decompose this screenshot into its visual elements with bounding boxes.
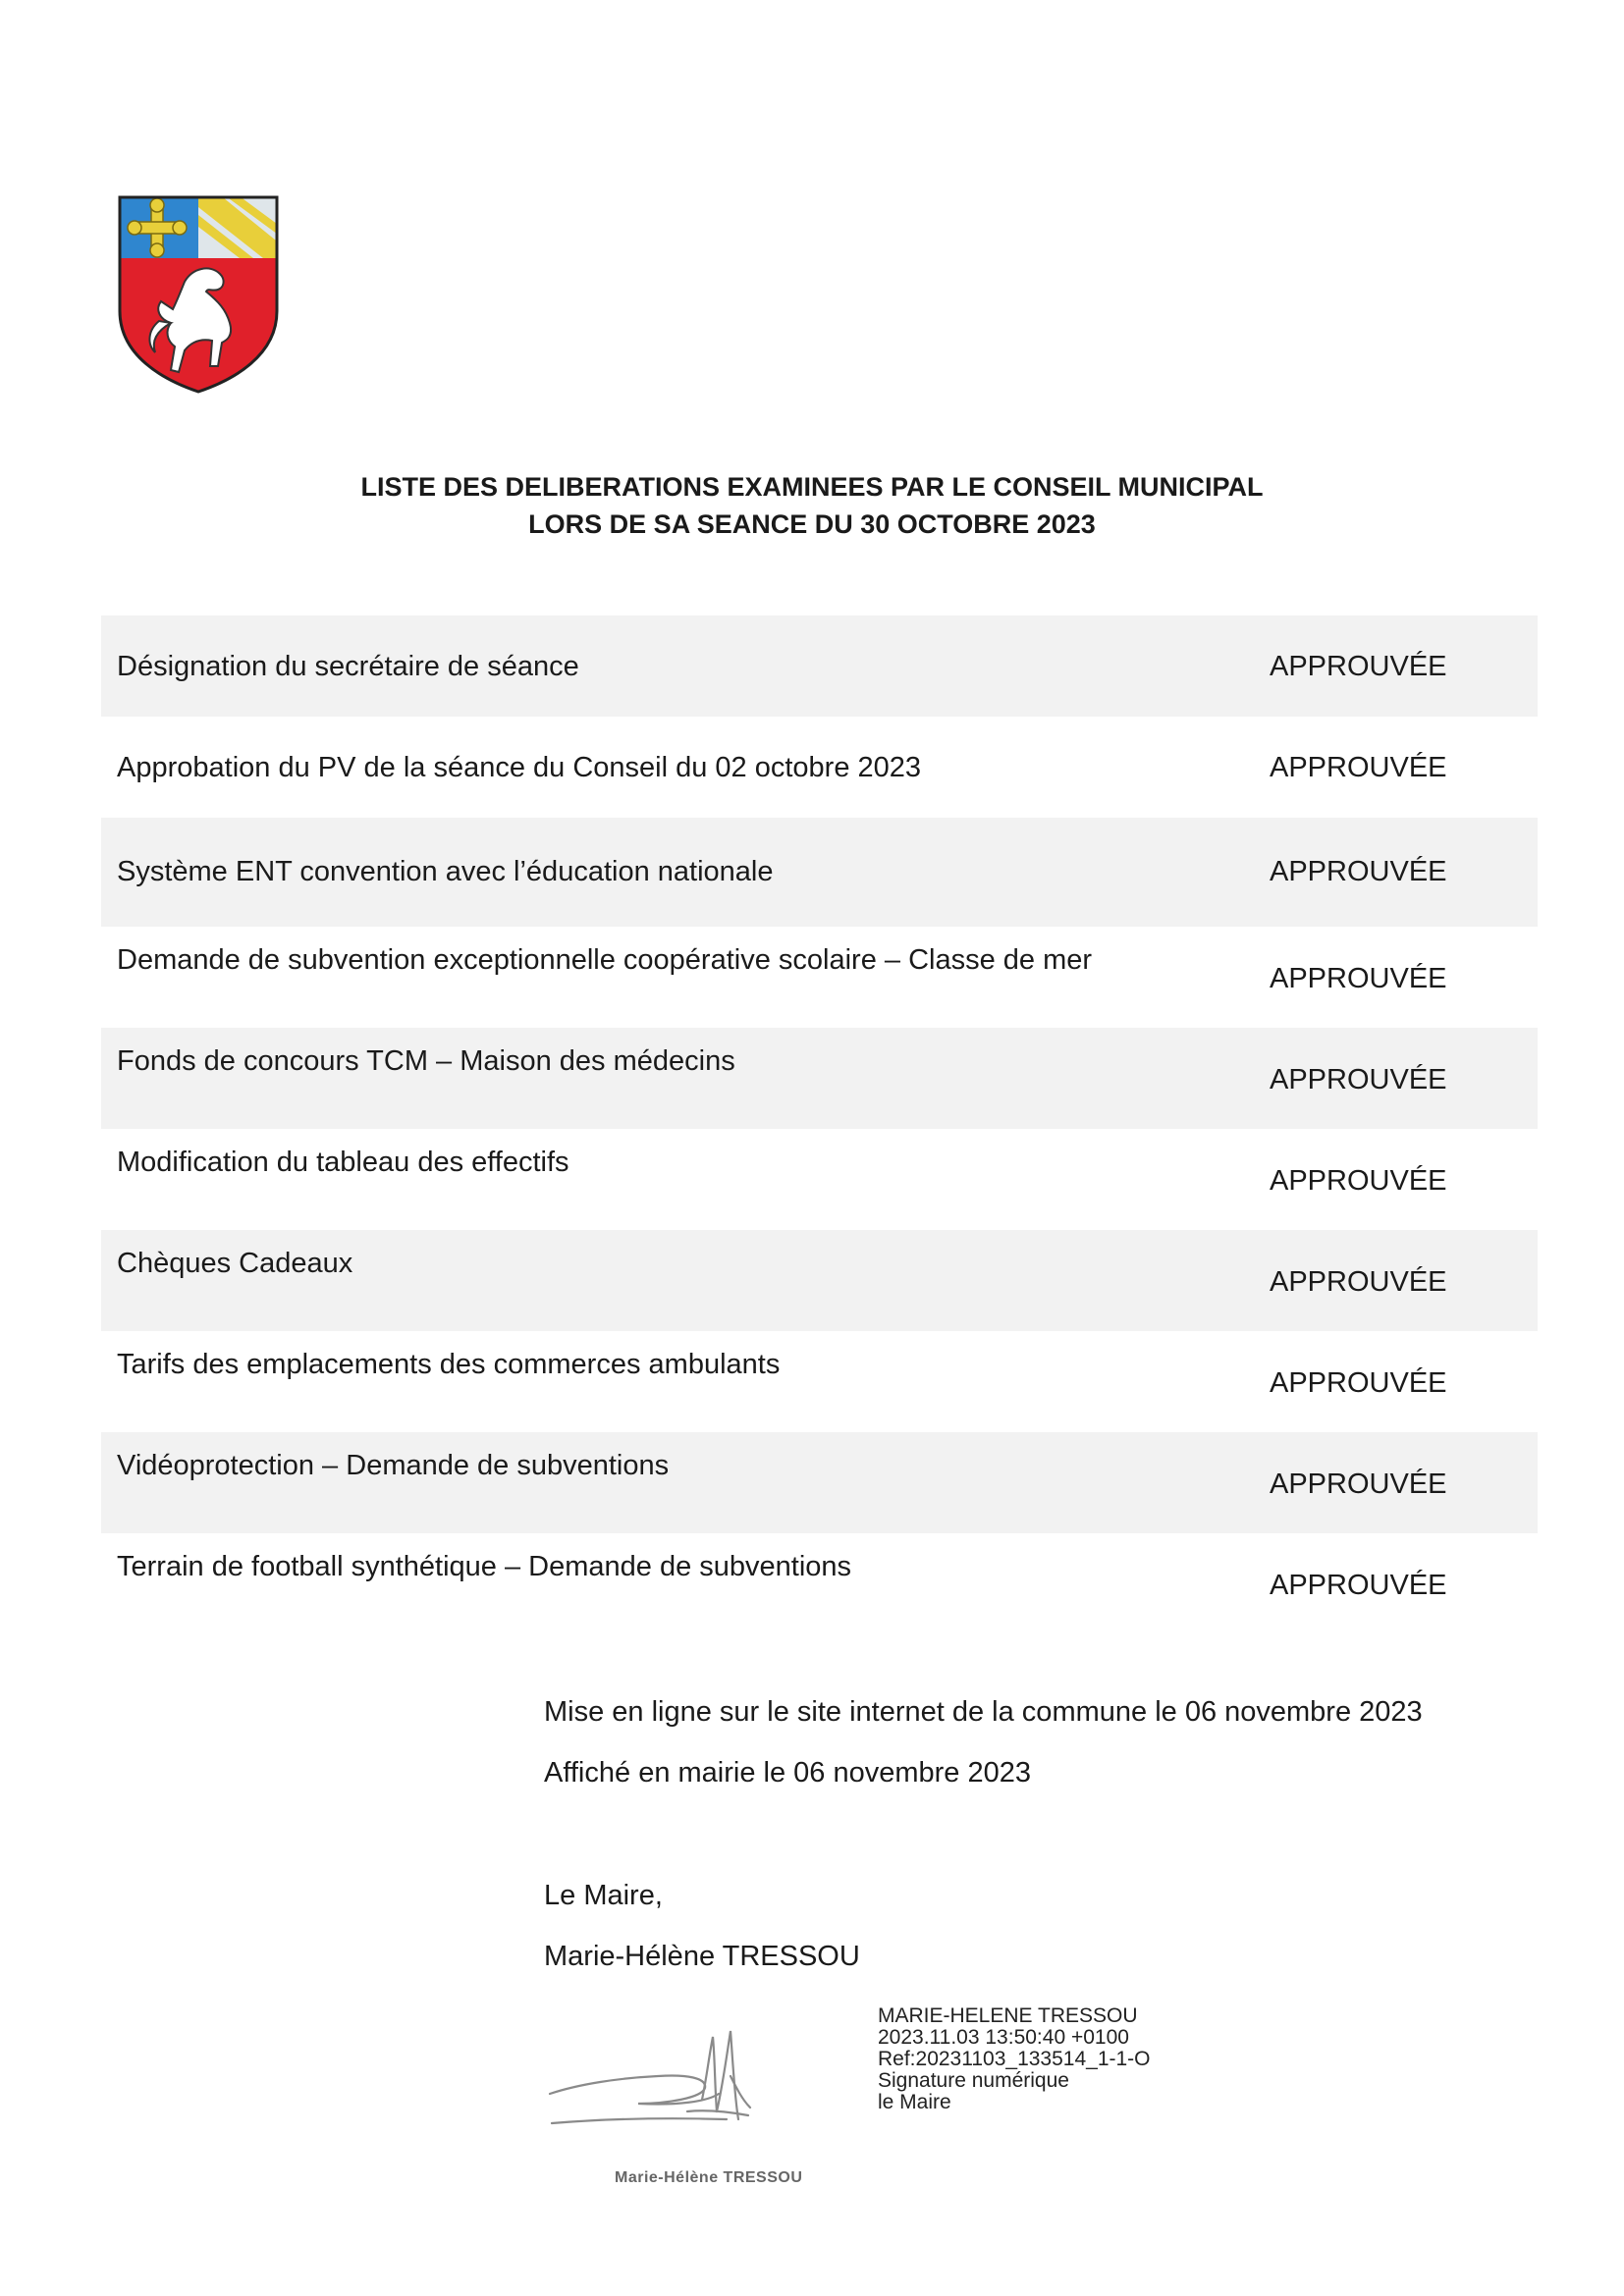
table-row [101, 927, 1538, 1028]
table-row [101, 1028, 1538, 1129]
signatory-role: Le Maire, [544, 1880, 663, 1911]
deliberation-status: APPROUVÉE [1270, 1570, 1447, 1601]
table-row [101, 615, 1538, 717]
deliberation-label: Vidéoprotection – Demande de subventions [117, 1450, 670, 1481]
deliberation-label: Système ENT convention avec l’éducation nationale [117, 856, 774, 887]
handwritten-signature [540, 2017, 835, 2145]
deliberation-label: Approbation du PV de la séance du Conseil du 02 octobre 2023 [117, 752, 922, 783]
digital-signature-reference: Ref:20231103_133514_1-1-O [878, 2048, 1151, 2070]
table-row [101, 1230, 1538, 1331]
deliberation-status: APPROUVÉE [1270, 651, 1447, 682]
deliberation-label: Tarifs des emplacements des commerces ambulants [117, 1349, 781, 1380]
deliberation-label: Terrain de football synthétique – Demande de subventions [117, 1551, 852, 1582]
deliberation-status: APPROUVÉE [1270, 1367, 1447, 1399]
title-line-2: LORS DE SA SEANCE DU 30 OCTOBRE 2023 [528, 509, 1096, 539]
publication-online-note: Mise en ligne sur le site internet de la commune le 06 novembre 2023 [544, 1696, 1423, 1728]
deliberation-label: Chèques Cadeaux [117, 1248, 353, 1279]
deliberation-status: APPROUVÉE [1270, 856, 1447, 887]
deliberation-label: Désignation du secrétaire de séance [117, 651, 579, 682]
table-row [101, 1331, 1538, 1432]
deliberation-status: APPROUVÉE [1270, 1468, 1447, 1500]
digital-signature-timestamp: 2023.11.03 13:50:40 +0100 [878, 2026, 1129, 2049]
publication-posted-note: Affiché en mairie le 06 novembre 2023 [544, 1757, 1031, 1789]
deliberations-table [101, 615, 1538, 1634]
table-row [101, 1129, 1538, 1230]
digital-signature-signer: MARIE-HELENE TRESSOU [878, 2004, 1138, 2027]
deliberation-status: APPROUVÉE [1270, 963, 1447, 994]
deliberation-label: Modification du tableau des effectifs [117, 1147, 569, 1178]
digital-signature-role: le Maire [878, 2091, 951, 2113]
digital-signature-block [878, 2005, 1151, 2113]
table-row [101, 1432, 1538, 1533]
deliberation-status: APPROUVÉE [1270, 1266, 1447, 1298]
table-row [101, 818, 1538, 927]
table-row [101, 717, 1538, 818]
title-line-1: LISTE DES DELIBERATIONS EXAMINEES PAR LE CONSEIL MUNICIPAL [360, 472, 1264, 502]
deliberation-status: APPROUVÉE [1270, 1165, 1447, 1197]
handwritten-signature-caption: Marie-Hélène TRESSOU [615, 2169, 803, 2186]
deliberation-status: APPROUVÉE [1270, 1064, 1447, 1095]
signatory-name: Marie-Hélène TRESSOU [544, 1941, 860, 1972]
digital-signature-type: Signature numérique [878, 2069, 1069, 2092]
deliberation-label: Fonds de concours TCM – Maison des médecins [117, 1045, 735, 1077]
table-row [101, 1533, 1538, 1634]
municipal-coat-of-arms [116, 193, 281, 395]
deliberation-label: Demande de subvention exceptionnelle coopérative scolaire – Classe de mer [117, 944, 1093, 976]
deliberation-status: APPROUVÉE [1270, 752, 1447, 783]
document-title [0, 468, 1624, 543]
